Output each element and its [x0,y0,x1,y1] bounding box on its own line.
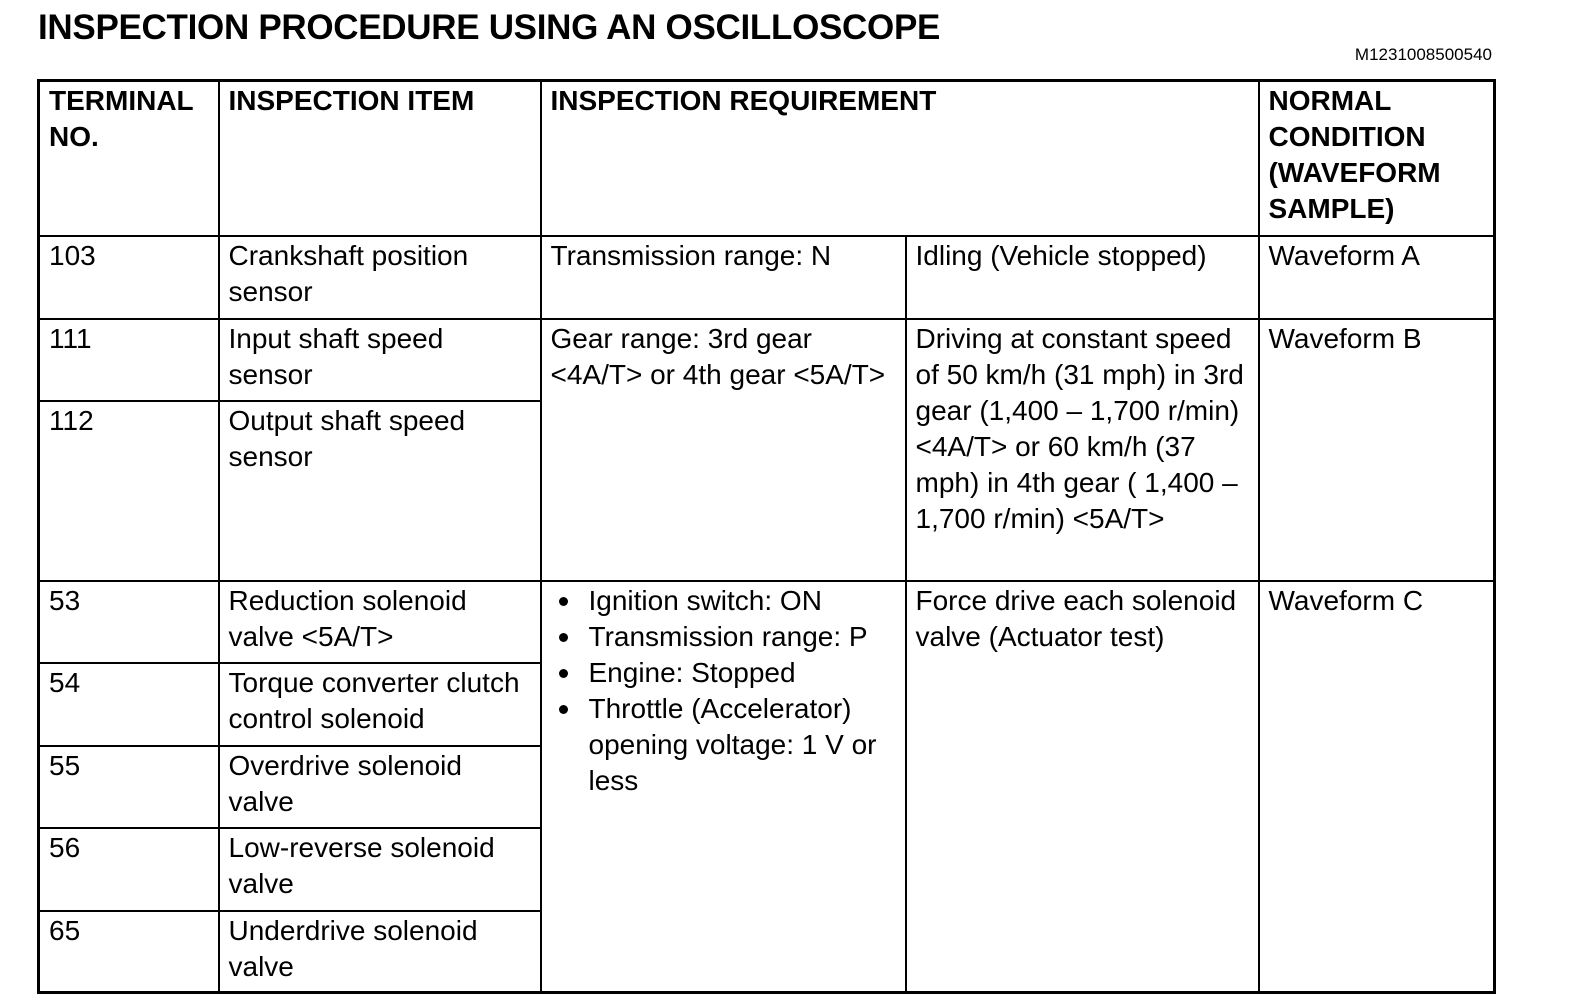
terminal-cell: 54 [39,663,219,746]
terminal-cell: 65 [39,911,219,993]
requirement-state-cell: Driving at constant speed of 50 km/h (31 mph) in 3rd gear (1,400 – 1,700 r/min) <4A/T> or 60 km/h (37 mph) in 4th gear ( 1,400 –1,700 r/min) <5A/T> [906,319,1259,581]
header-inspection-item: INSPECTION ITEM [219,81,541,236]
item-cell: Overdrive solenoid valve [219,746,541,828]
table-row [39,236,1495,319]
item-cell: Low-reverse solenoid valve [219,828,541,911]
item-cell: Underdrive solenoid valve [219,911,541,993]
requirement-condition-cell [541,581,906,993]
requirement-condition-cell: Transmission range: N [541,236,906,319]
terminal-cell: 55 [39,746,219,828]
terminal-cell: 112 [39,401,219,581]
list-item: Transmission range: P [589,619,896,655]
item-cell: Output shaft speed sensor [219,401,541,581]
normal-condition-cell: Waveform A [1259,236,1495,319]
list-item: Throttle (Accelerator) opening voltage: 1 V or less [589,691,896,799]
item-cell: Crankshaft position sensor [219,236,541,319]
normal-condition-cell: Waveform C [1259,581,1495,993]
header-terminal-no: TERMINAL NO. [39,81,219,236]
item-cell: Reduction solenoid valve <5A/T> [219,581,541,663]
document-id: M1231008500540 [1354,45,1492,64]
normal-condition-cell: Waveform B [1259,319,1495,581]
list-item: Ignition switch: ON [589,583,896,619]
table-header-row [39,81,1495,236]
requirement-condition-cell: Gear range: 3rd gear <4A/T> or 4th gear <5A/T> [541,319,906,581]
page-title: INSPECTION PROCEDURE USING AN OSCILLOSCOPE [38,8,941,47]
terminal-cell: 111 [39,319,219,401]
item-cell: Torque converter clutch control solenoid [219,663,541,746]
terminal-cell: 53 [39,581,219,663]
list-item: Engine: Stopped [589,655,896,691]
item-cell: Input shaft speed sensor [219,319,541,401]
table-row [39,581,1495,663]
inspection-table [37,79,1496,994]
requirement-state-cell: Idling (Vehicle stopped) [906,236,1259,319]
terminal-cell: 56 [39,828,219,911]
requirement-bullet-list [551,583,896,799]
requirement-state-cell: Force drive each solenoid valve (Actuator test) [906,581,1259,993]
header-normal-condition: NORMAL CONDITION (WAVEFORM SAMPLE) [1259,81,1495,236]
header-inspection-requirement: INSPECTION REQUIREMENT [541,81,1259,236]
table-row [39,319,1495,401]
terminal-cell: 103 [39,236,219,319]
